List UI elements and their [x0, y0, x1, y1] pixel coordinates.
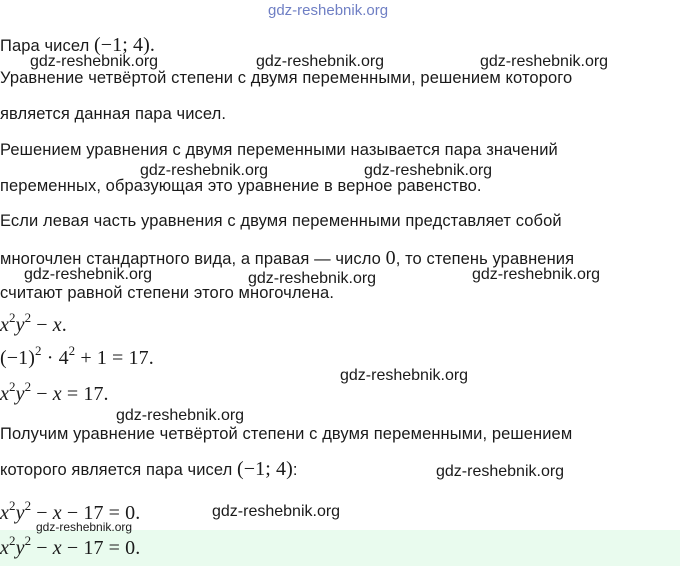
zero-math: 0	[385, 247, 396, 269]
watermark: gdz-reshebnik.org	[24, 266, 153, 283]
pair-math-2: (−1; 4)	[237, 458, 293, 480]
degree-rule-end: , то степень уравнения	[395, 250, 575, 268]
text-line-conclusion: Получим уравнение четвёртой степени с двумя переменными, решением	[0, 425, 573, 443]
pair-math: (−1; 4).	[93, 34, 155, 56]
text-line-degree-rule: Если левая часть уравнения с двумя переменными представляет собой	[0, 212, 562, 230]
site-watermark: gdz-reshebnik.org	[268, 2, 389, 19]
watermark: gdz-reshebnik.org	[472, 266, 601, 283]
conclusion-text: которого является пара чисел	[0, 461, 238, 479]
math-evaluation: $(-1)^2 \cdot 4^2 + 1 = 17$.	[0, 343, 154, 369]
watermark: gdz-reshebnik.org	[30, 53, 159, 70]
text-line-definition-cont: переменных, образующая это уравнение в верное равенство.	[0, 177, 482, 195]
math-equation-17: $x^2y^2 - x = 17$.	[0, 379, 109, 405]
math-polynomial: $x^2y^2 - x$.	[0, 310, 67, 336]
watermark: gdz-reshebnik.org	[140, 162, 269, 179]
text-line-definition: Решением уравнения с двумя переменными называется пара значений	[0, 141, 558, 159]
watermark: gdz-reshebnik.org	[340, 367, 469, 384]
text-line-statement: Уравнение четвёртой степени с двумя переменными, решением которого	[0, 69, 573, 87]
math-final-equation: $x^2y^2 - x - 17 = 0$.	[0, 498, 141, 524]
text-line-degree-rule-end: считают равной степени этого многочлена.	[0, 284, 335, 302]
text-line-conclusion-cont	[0, 458, 298, 481]
conclusion-end: :	[292, 461, 298, 479]
math-answer: $x^2y^2 - x - 17 = 0$.	[0, 533, 141, 559]
watermark: gdz-reshebnik.org	[212, 503, 341, 520]
watermark: gdz-reshebnik.org	[436, 463, 565, 480]
watermark: gdz-reshebnik.org	[248, 270, 377, 287]
watermark: gdz-reshebnik.org	[364, 162, 493, 179]
watermark: gdz-reshebnik.org	[116, 407, 245, 424]
degree-rule-text: многочлен стандартного вида, а правая — число	[0, 250, 386, 268]
watermark: gdz-reshebnik.org	[256, 53, 385, 70]
watermark: gdz-reshebnik.org	[480, 53, 609, 70]
watermark: gdz-reshebnik.org	[36, 520, 133, 534]
pair-label: Пара чисел	[0, 37, 94, 55]
text-line-statement-cont: является данная пара чисел.	[0, 105, 227, 123]
